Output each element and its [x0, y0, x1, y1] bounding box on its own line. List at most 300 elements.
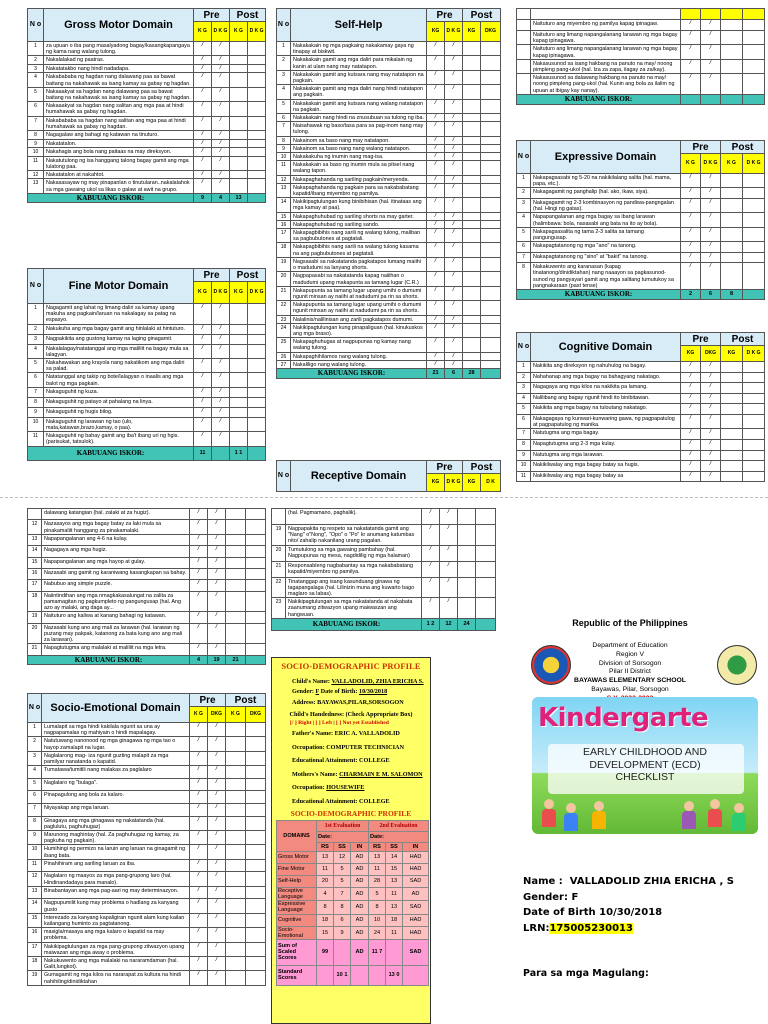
score-cell[interactable]: [458, 525, 476, 546]
score-cell[interactable]: [246, 928, 266, 942]
score-cell[interactable]: /: [681, 362, 701, 373]
score-cell[interactable]: /: [208, 568, 226, 579]
score-cell[interactable]: /: [701, 372, 721, 383]
score-cell[interactable]: /: [445, 153, 463, 161]
score-cell[interactable]: [463, 114, 481, 122]
score-cell[interactable]: /: [440, 598, 458, 619]
score-cell[interactable]: [721, 471, 743, 482]
score-cell[interactable]: /: [190, 509, 208, 520]
score-cell[interactable]: [226, 831, 246, 845]
score-cell[interactable]: [463, 301, 481, 315]
score-cell[interactable]: [230, 387, 248, 397]
score-cell[interactable]: [230, 179, 248, 193]
score-cell[interactable]: [230, 373, 248, 387]
score-cell[interactable]: /: [701, 383, 721, 394]
score-cell[interactable]: [463, 338, 481, 352]
score-cell[interactable]: /: [445, 175, 463, 183]
score-cell[interactable]: /: [440, 525, 458, 546]
score-cell[interactable]: [721, 393, 743, 404]
score-cell[interactable]: [248, 387, 266, 397]
score-cell[interactable]: /: [190, 886, 208, 899]
score-cell[interactable]: /: [190, 580, 208, 591]
score-cell[interactable]: [248, 87, 266, 101]
score-cell[interactable]: [246, 778, 266, 791]
score-cell[interactable]: [226, 591, 246, 612]
score-cell[interactable]: [463, 272, 481, 286]
score-cell[interactable]: [230, 334, 248, 344]
score-cell[interactable]: /: [208, 557, 226, 568]
score-cell[interactable]: /: [194, 87, 212, 101]
score-cell[interactable]: [481, 136, 501, 144]
score-cell[interactable]: /: [208, 546, 226, 557]
score-cell[interactable]: [226, 804, 246, 817]
score-cell[interactable]: /: [445, 122, 463, 136]
score-cell[interactable]: [476, 509, 496, 525]
score-cell[interactable]: /: [208, 816, 226, 830]
score-cell[interactable]: /: [190, 520, 208, 534]
score-cell[interactable]: /: [194, 139, 212, 148]
score-cell[interactable]: [476, 598, 496, 619]
score-cell[interactable]: /: [208, 778, 226, 791]
score-cell[interactable]: [463, 220, 481, 228]
score-cell[interactable]: [226, 791, 246, 804]
score-cell[interactable]: [246, 612, 266, 623]
score-cell[interactable]: /: [701, 414, 721, 428]
score-cell[interactable]: /: [212, 387, 230, 397]
score-cell[interactable]: /: [212, 373, 230, 387]
score-cell[interactable]: /: [445, 56, 463, 70]
score-cell[interactable]: /: [194, 179, 212, 193]
score-cell[interactable]: /: [208, 859, 226, 872]
score-cell[interactable]: [721, 188, 743, 199]
score-cell[interactable]: [721, 198, 743, 212]
score-cell[interactable]: [248, 56, 266, 65]
score-cell[interactable]: /: [445, 257, 463, 271]
score-cell[interactable]: [743, 59, 765, 73]
score-cell[interactable]: /: [701, 227, 721, 241]
score-cell[interactable]: /: [194, 148, 212, 157]
score-cell[interactable]: /: [190, 568, 208, 579]
score-cell[interactable]: [721, 429, 743, 440]
score-cell[interactable]: /: [427, 286, 445, 300]
score-cell[interactable]: [481, 286, 501, 300]
score-cell[interactable]: [246, 591, 266, 612]
score-cell[interactable]: /: [701, 74, 721, 95]
score-cell[interactable]: /: [190, 737, 208, 751]
score-cell[interactable]: /: [208, 971, 226, 985]
score-cell[interactable]: [721, 383, 743, 394]
score-cell[interactable]: [681, 9, 701, 20]
score-cell[interactable]: [481, 198, 501, 212]
score-cell[interactable]: [463, 175, 481, 183]
score-cell[interactable]: [481, 360, 501, 368]
score-cell[interactable]: /: [445, 220, 463, 228]
score-cell[interactable]: /: [440, 545, 458, 561]
score-cell[interactable]: [476, 577, 496, 598]
score-cell[interactable]: [463, 56, 481, 70]
score-cell[interactable]: /: [427, 85, 445, 99]
score-cell[interactable]: [463, 229, 481, 243]
score-cell[interactable]: [463, 352, 481, 360]
score-cell[interactable]: /: [208, 509, 226, 520]
score-cell[interactable]: [246, 568, 266, 579]
score-cell[interactable]: /: [208, 591, 226, 612]
score-cell[interactable]: /: [681, 227, 701, 241]
score-cell[interactable]: /: [701, 393, 721, 404]
score-cell[interactable]: [721, 362, 743, 373]
score-cell[interactable]: /: [701, 242, 721, 253]
score-cell[interactable]: [226, 899, 246, 913]
score-cell[interactable]: [721, 242, 743, 253]
score-cell[interactable]: [463, 144, 481, 152]
score-cell[interactable]: [743, 461, 765, 472]
score-cell[interactable]: /: [445, 338, 463, 352]
score-cell[interactable]: /: [422, 561, 440, 577]
score-cell[interactable]: /: [445, 183, 463, 197]
score-cell[interactable]: /: [427, 198, 445, 212]
score-cell[interactable]: /: [190, 546, 208, 557]
score-cell[interactable]: /: [427, 144, 445, 152]
score-cell[interactable]: /: [190, 612, 208, 623]
score-cell[interactable]: /: [701, 213, 721, 227]
score-cell[interactable]: [246, 791, 266, 804]
score-cell[interactable]: [226, 644, 246, 655]
score-cell[interactable]: /: [190, 804, 208, 817]
score-cell[interactable]: /: [440, 509, 458, 525]
score-cell[interactable]: [743, 263, 765, 290]
score-cell[interactable]: [248, 417, 266, 431]
score-cell[interactable]: /: [208, 899, 226, 913]
score-cell[interactable]: /: [427, 301, 445, 315]
score-cell[interactable]: [721, 45, 743, 59]
score-cell[interactable]: /: [194, 156, 212, 170]
score-cell[interactable]: /: [190, 591, 208, 612]
score-cell[interactable]: /: [208, 804, 226, 817]
score-cell[interactable]: /: [445, 360, 463, 368]
score-cell[interactable]: /: [701, 471, 721, 482]
score-cell[interactable]: [481, 161, 501, 175]
score-cell[interactable]: [226, 534, 246, 545]
score-cell[interactable]: [246, 766, 266, 779]
score-cell[interactable]: /: [212, 344, 230, 358]
score-cell[interactable]: /: [701, 188, 721, 199]
score-cell[interactable]: [246, 520, 266, 534]
score-cell[interactable]: [481, 243, 501, 257]
score-cell[interactable]: [226, 557, 246, 568]
score-cell[interactable]: [481, 212, 501, 220]
score-cell[interactable]: /: [681, 198, 701, 212]
score-cell[interactable]: [226, 509, 246, 520]
score-cell[interactable]: [226, 942, 246, 956]
score-cell[interactable]: [230, 73, 248, 87]
score-cell[interactable]: [226, 580, 246, 591]
score-cell[interactable]: /: [212, 64, 230, 73]
score-cell[interactable]: [248, 116, 266, 130]
score-cell[interactable]: /: [212, 156, 230, 170]
score-cell[interactable]: [230, 304, 248, 325]
score-cell[interactable]: /: [427, 338, 445, 352]
score-cell[interactable]: [743, 393, 765, 404]
score-cell[interactable]: /: [212, 73, 230, 87]
score-cell[interactable]: /: [701, 429, 721, 440]
score-cell[interactable]: [481, 56, 501, 70]
score-cell[interactable]: [481, 257, 501, 271]
score-cell[interactable]: [230, 131, 248, 140]
score-cell[interactable]: /: [445, 315, 463, 323]
score-cell[interactable]: [230, 156, 248, 170]
score-cell[interactable]: /: [212, 170, 230, 179]
score-cell[interactable]: [246, 899, 266, 913]
score-cell[interactable]: [463, 136, 481, 144]
score-cell[interactable]: /: [701, 252, 721, 263]
score-cell[interactable]: /: [194, 324, 212, 334]
score-cell[interactable]: /: [427, 183, 445, 197]
score-cell[interactable]: /: [681, 59, 701, 73]
score-cell[interactable]: [481, 99, 501, 113]
score-cell[interactable]: /: [190, 845, 208, 859]
score-cell[interactable]: /: [212, 324, 230, 334]
score-cell[interactable]: [721, 59, 743, 73]
score-cell[interactable]: [743, 429, 765, 440]
score-cell[interactable]: /: [194, 73, 212, 87]
score-cell[interactable]: /: [190, 534, 208, 545]
score-cell[interactable]: /: [445, 243, 463, 257]
score-cell[interactable]: [463, 161, 481, 175]
score-cell[interactable]: [248, 324, 266, 334]
score-cell[interactable]: /: [681, 393, 701, 404]
score-cell[interactable]: /: [701, 174, 721, 188]
score-cell[interactable]: /: [681, 213, 701, 227]
score-cell[interactable]: /: [212, 102, 230, 116]
score-cell[interactable]: [248, 148, 266, 157]
score-cell[interactable]: /: [427, 360, 445, 368]
score-cell[interactable]: [226, 568, 246, 579]
score-cell[interactable]: [248, 432, 266, 446]
score-cell[interactable]: /: [212, 432, 230, 446]
score-cell[interactable]: [463, 257, 481, 271]
score-cell[interactable]: [481, 229, 501, 243]
score-cell[interactable]: [463, 286, 481, 300]
score-cell[interactable]: /: [445, 352, 463, 360]
score-cell[interactable]: [721, 404, 743, 415]
score-cell[interactable]: [246, 913, 266, 927]
score-cell[interactable]: [248, 373, 266, 387]
score-cell[interactable]: /: [445, 198, 463, 212]
score-cell[interactable]: /: [194, 170, 212, 179]
score-cell[interactable]: [248, 344, 266, 358]
score-cell[interactable]: /: [208, 520, 226, 534]
score-cell[interactable]: /: [701, 198, 721, 212]
score-cell[interactable]: /: [208, 791, 226, 804]
score-cell[interactable]: /: [427, 243, 445, 257]
score-cell[interactable]: [721, 461, 743, 472]
score-cell[interactable]: [721, 450, 743, 461]
score-cell[interactable]: /: [190, 816, 208, 830]
score-cell[interactable]: [476, 545, 496, 561]
score-cell[interactable]: /: [194, 397, 212, 407]
score-cell[interactable]: /: [194, 131, 212, 140]
score-cell[interactable]: /: [208, 644, 226, 655]
score-cell[interactable]: [721, 263, 743, 290]
score-cell[interactable]: [721, 74, 743, 95]
score-cell[interactable]: [246, 557, 266, 568]
score-cell[interactable]: [230, 324, 248, 334]
score-cell[interactable]: [230, 102, 248, 116]
score-cell[interactable]: /: [427, 114, 445, 122]
score-cell[interactable]: /: [212, 148, 230, 157]
score-cell[interactable]: [743, 383, 765, 394]
score-cell[interactable]: [743, 404, 765, 415]
score-cell[interactable]: /: [681, 383, 701, 394]
score-cell[interactable]: /: [208, 845, 226, 859]
score-cell[interactable]: [481, 352, 501, 360]
score-cell[interactable]: /: [681, 414, 701, 428]
score-cell[interactable]: [458, 577, 476, 598]
score-cell[interactable]: [246, 886, 266, 899]
score-cell[interactable]: [743, 45, 765, 59]
score-cell[interactable]: [230, 148, 248, 157]
score-cell[interactable]: /: [445, 161, 463, 175]
score-cell[interactable]: /: [194, 373, 212, 387]
score-cell[interactable]: /: [427, 229, 445, 243]
score-cell[interactable]: /: [190, 778, 208, 791]
score-cell[interactable]: [743, 188, 765, 199]
score-cell[interactable]: [226, 766, 246, 779]
score-cell[interactable]: /: [701, 362, 721, 373]
score-cell[interactable]: /: [208, 928, 226, 942]
score-cell[interactable]: [481, 70, 501, 84]
score-cell[interactable]: [230, 42, 248, 56]
score-cell[interactable]: /: [208, 580, 226, 591]
score-cell[interactable]: /: [445, 144, 463, 152]
score-cell[interactable]: /: [190, 831, 208, 845]
score-cell[interactable]: [458, 598, 476, 619]
score-cell[interactable]: /: [427, 212, 445, 220]
score-cell[interactable]: /: [422, 598, 440, 619]
score-cell[interactable]: /: [212, 131, 230, 140]
score-cell[interactable]: /: [212, 304, 230, 325]
score-cell[interactable]: /: [427, 315, 445, 323]
score-cell[interactable]: /: [422, 509, 440, 525]
score-cell[interactable]: [248, 156, 266, 170]
score-cell[interactable]: /: [212, 139, 230, 148]
score-cell[interactable]: [721, 174, 743, 188]
score-cell[interactable]: [721, 31, 743, 45]
score-cell[interactable]: /: [427, 136, 445, 144]
score-cell[interactable]: /: [681, 439, 701, 450]
score-cell[interactable]: [743, 20, 765, 31]
score-cell[interactable]: /: [212, 116, 230, 130]
score-cell[interactable]: /: [445, 301, 463, 315]
score-cell[interactable]: [248, 73, 266, 87]
score-cell[interactable]: [226, 778, 246, 791]
score-cell[interactable]: [248, 304, 266, 325]
score-cell[interactable]: [743, 471, 765, 482]
score-cell[interactable]: [246, 816, 266, 830]
score-cell[interactable]: /: [445, 286, 463, 300]
score-cell[interactable]: [743, 213, 765, 227]
score-cell[interactable]: [226, 623, 246, 644]
score-cell[interactable]: [481, 301, 501, 315]
score-cell[interactable]: [246, 831, 266, 845]
score-cell[interactable]: [476, 525, 496, 546]
score-cell[interactable]: /: [190, 971, 208, 985]
score-cell[interactable]: [481, 153, 501, 161]
score-cell[interactable]: [246, 509, 266, 520]
score-cell[interactable]: /: [208, 751, 226, 765]
score-cell[interactable]: /: [190, 791, 208, 804]
score-cell[interactable]: /: [681, 242, 701, 253]
score-cell[interactable]: /: [422, 525, 440, 546]
score-cell[interactable]: [248, 397, 266, 407]
score-cell[interactable]: [230, 432, 248, 446]
score-cell[interactable]: [226, 546, 246, 557]
score-cell[interactable]: [481, 323, 501, 337]
score-cell[interactable]: /: [701, 45, 721, 59]
score-cell[interactable]: /: [212, 87, 230, 101]
score-cell[interactable]: /: [681, 174, 701, 188]
score-cell[interactable]: /: [212, 334, 230, 344]
score-cell[interactable]: [246, 751, 266, 765]
score-cell[interactable]: [481, 272, 501, 286]
score-cell[interactable]: [226, 737, 246, 751]
score-cell[interactable]: /: [190, 872, 208, 886]
score-cell[interactable]: /: [190, 928, 208, 942]
score-cell[interactable]: /: [194, 64, 212, 73]
score-cell[interactable]: [463, 42, 481, 56]
score-cell[interactable]: /: [427, 70, 445, 84]
score-cell[interactable]: /: [194, 56, 212, 65]
score-cell[interactable]: /: [681, 74, 701, 95]
score-cell[interactable]: [743, 74, 765, 95]
score-cell[interactable]: [246, 623, 266, 644]
score-cell[interactable]: /: [212, 42, 230, 56]
score-cell[interactable]: /: [194, 417, 212, 431]
score-cell[interactable]: /: [445, 136, 463, 144]
score-cell[interactable]: [226, 612, 246, 623]
score-cell[interactable]: /: [194, 387, 212, 397]
score-cell[interactable]: [481, 144, 501, 152]
score-cell[interactable]: [481, 42, 501, 56]
score-cell[interactable]: /: [190, 557, 208, 568]
score-cell[interactable]: [743, 439, 765, 450]
score-cell[interactable]: [248, 359, 266, 373]
score-cell[interactable]: [226, 957, 246, 971]
score-cell[interactable]: [743, 31, 765, 45]
score-cell[interactable]: /: [445, 70, 463, 84]
score-cell[interactable]: /: [190, 644, 208, 655]
score-cell[interactable]: [246, 804, 266, 817]
score-cell[interactable]: [463, 183, 481, 197]
score-cell[interactable]: /: [445, 42, 463, 56]
score-cell[interactable]: [230, 344, 248, 358]
score-cell[interactable]: /: [427, 56, 445, 70]
score-cell[interactable]: /: [190, 859, 208, 872]
score-cell[interactable]: [743, 362, 765, 373]
score-cell[interactable]: /: [427, 352, 445, 360]
score-cell[interactable]: [721, 372, 743, 383]
score-cell[interactable]: /: [681, 461, 701, 472]
score-cell[interactable]: [743, 198, 765, 212]
score-cell[interactable]: [246, 723, 266, 737]
score-cell[interactable]: [230, 417, 248, 431]
score-cell[interactable]: /: [701, 263, 721, 290]
score-cell[interactable]: [721, 439, 743, 450]
score-cell[interactable]: /: [208, 872, 226, 886]
score-cell[interactable]: /: [427, 42, 445, 56]
score-cell[interactable]: [481, 183, 501, 197]
score-cell[interactable]: /: [194, 304, 212, 325]
